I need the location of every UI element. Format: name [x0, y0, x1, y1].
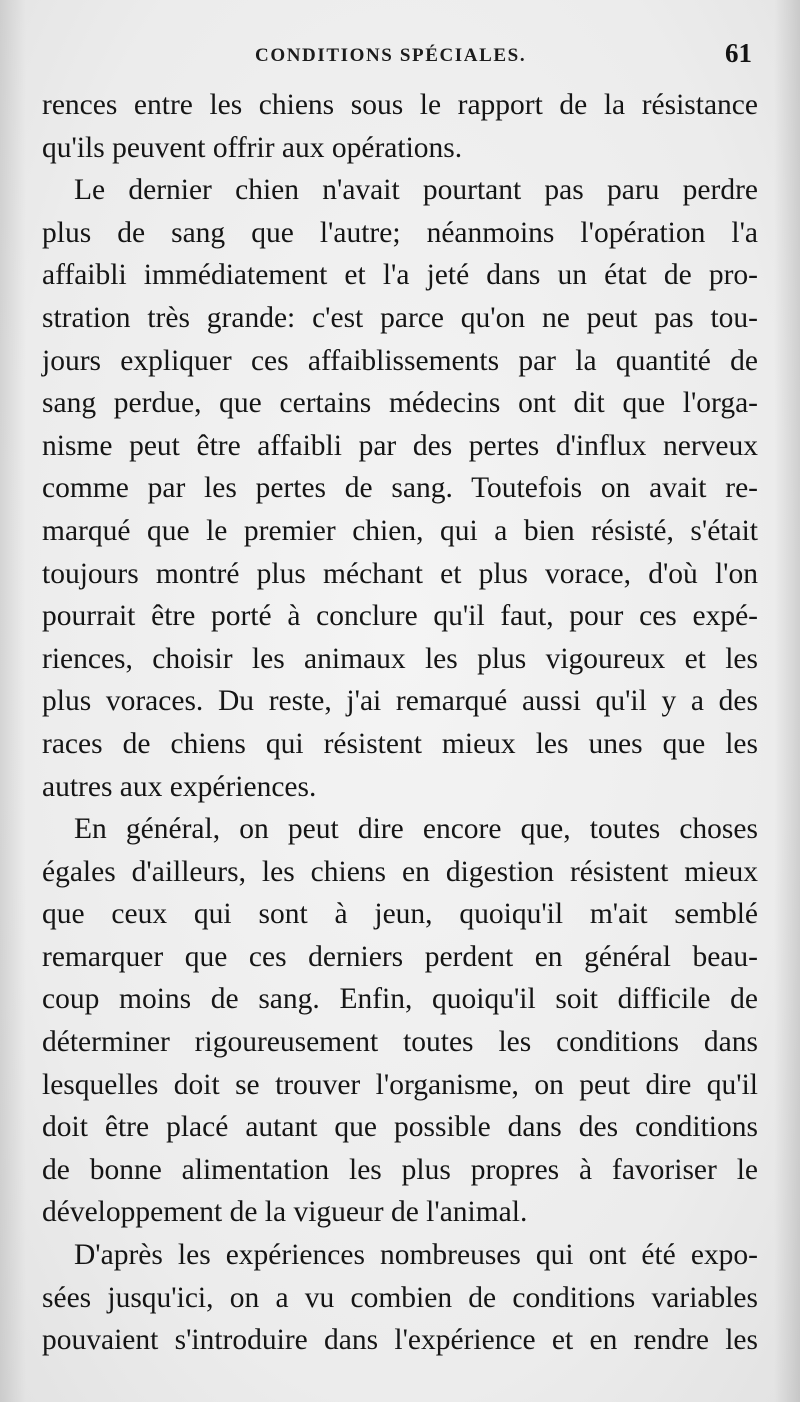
text-line: En général, on peut dire encore que, toutes choses	[74, 813, 758, 846]
text-line: égales d'ailleurs, les chiens en digestion résistent mieux	[42, 855, 758, 888]
text-line: déterminer rigoureusement toutes les conditions dans	[42, 1026, 758, 1059]
running-title: CONDITIONS SPÉCIALES.	[255, 45, 527, 66]
text-line: de bonne alimentation les plus propres à favoriser le	[42, 1153, 758, 1186]
text-line: que ceux qui sont à jeun, quoiqu'il m'ait semblé	[42, 898, 758, 931]
text-line: Le dernier chien n'avait pourtant pas paru perdre	[74, 174, 758, 207]
text-line: remarquer que ces derniers perdent en général beau-	[42, 940, 758, 973]
text-line: plus voraces. Du reste, j'ai remarqué aussi qu'il y a des	[42, 685, 758, 718]
text-line: doit être placé autant que possible dans des conditions	[42, 1111, 758, 1144]
paragraph	[42, 808, 758, 1234]
text-line: riences, choisir les animaux les plus vigoureux et les	[42, 642, 758, 675]
text-line: coup moins de sang. Enfin, quoiqu'il soit difficile de	[42, 983, 758, 1016]
text-line: pouvaient s'introduire dans l'expérience et en rendre les	[42, 1324, 758, 1357]
paragraph	[42, 1234, 758, 1362]
text-line: nisme peut être affaibli par des pertes d'influx nerveux	[42, 429, 758, 462]
paragraph-continuation	[42, 84, 758, 169]
text-line: races de chiens qui résistent mieux les unes que les	[42, 727, 758, 760]
text-line: affaibli immédiatement et l'a jeté dans un état de pro-	[42, 259, 758, 292]
text-line: autres aux expériences.	[42, 770, 317, 803]
text-line: stration très grande: c'est parce qu'on ne peut pas tou-	[42, 301, 758, 334]
paragraph	[42, 169, 758, 808]
text-line: rences entre les chiens sous le rapport de la résistance	[42, 89, 758, 121]
text-line: sang perdue, que certains médecins ont dit que l'orga-	[42, 387, 758, 420]
text-line: comme par les pertes de sang. Toutefois on avait re-	[42, 472, 758, 505]
page-number: 61	[725, 38, 752, 68]
text-line: D'après les expériences nombreuses qui ont été expo-	[74, 1239, 758, 1272]
body-text	[42, 84, 758, 1362]
page-left-edge-shadow	[0, 0, 26, 1402]
text-line: sées jusqu'ici, on a vu combien de conditions variables	[42, 1281, 758, 1314]
text-line: qu'ils peuvent offrir aux opérations.	[42, 131, 463, 164]
text-line: marqué que le premier chien, qui a bien résisté, s'était	[42, 514, 758, 547]
text-line: jours expliquer ces affaiblissements par la quantité de	[42, 344, 758, 377]
page-right-edge-shadow	[774, 0, 800, 1402]
text-line: développement de la vigueur de l'animal.	[42, 1196, 528, 1229]
text-line: toujours montré plus méchant et plus vorace, d'où l'on	[42, 557, 758, 590]
text-line: pourrait être porté à conclure qu'il faut, pour ces expé-	[42, 600, 758, 633]
text-line: lesquelles doit se trouver l'organisme, on peut dire qu'il	[42, 1068, 758, 1101]
text-line: plus de sang que l'autre; néanmoins l'opération l'a	[42, 216, 758, 249]
